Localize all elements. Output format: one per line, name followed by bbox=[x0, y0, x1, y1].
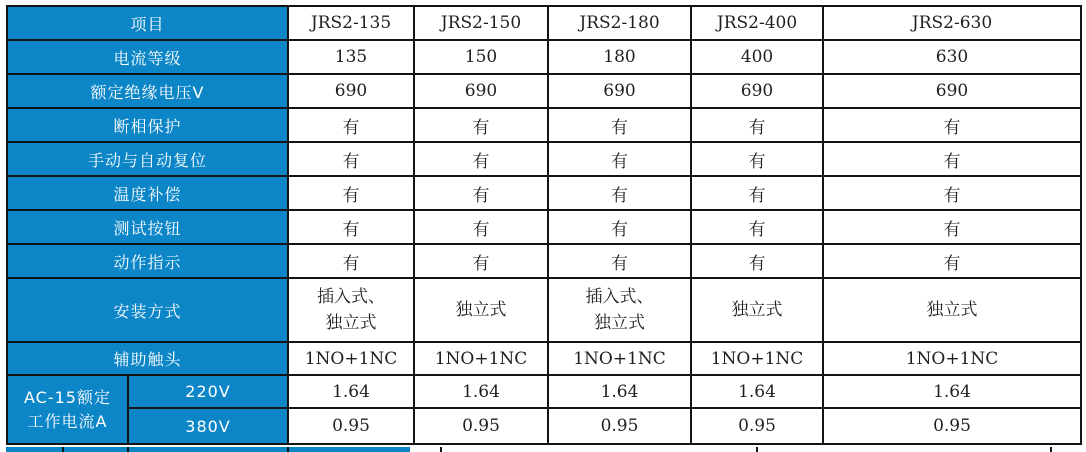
row-label: 辅助触头 bbox=[7, 342, 288, 375]
cell-value: 有 bbox=[288, 176, 414, 210]
cutoff-blue-cells bbox=[6, 447, 410, 452]
cell-value: 0.95 bbox=[548, 408, 691, 444]
cutoff-divider bbox=[287, 447, 289, 452]
mounting-line: 插入式、 bbox=[585, 287, 654, 307]
cell-value: 有 bbox=[691, 108, 823, 142]
mounting-line: 插入式、 bbox=[317, 287, 386, 307]
cell-value: 有 bbox=[548, 210, 691, 244]
cell-value: 有 bbox=[414, 142, 548, 176]
cell-value: 有 bbox=[548, 176, 691, 210]
cell-value: 150 bbox=[414, 40, 548, 74]
cell-value: 690 bbox=[414, 74, 548, 108]
row-label: 额定绝缘电压V bbox=[7, 74, 288, 108]
row-label: 手动与自动复位 bbox=[7, 142, 288, 176]
cell-value bbox=[823, 278, 1081, 342]
cell-value: 1.64 bbox=[288, 375, 414, 408]
cell-value: 有 bbox=[548, 108, 691, 142]
row-mounting-type bbox=[7, 278, 1081, 342]
cell-value: 180 bbox=[548, 40, 691, 74]
cell-value: 690 bbox=[823, 74, 1081, 108]
cell-value: 690 bbox=[288, 74, 414, 108]
cell-value: 0.95 bbox=[691, 408, 823, 444]
cell-value: 1.64 bbox=[823, 375, 1081, 408]
row-label: 电流等级 bbox=[7, 40, 288, 74]
row-manual-auto-reset bbox=[7, 142, 1081, 176]
cell-value: 有 bbox=[414, 176, 548, 210]
row-label: 安装方式 bbox=[7, 278, 288, 342]
cell-value: 1NO+1NC bbox=[823, 342, 1081, 375]
row-sublabel-380v: 380V bbox=[128, 408, 288, 444]
model-header: JRS2-135 bbox=[288, 6, 414, 40]
row-label: 断相保护 bbox=[7, 108, 288, 142]
cutoff-divider bbox=[440, 447, 442, 452]
jrs2-spec-table bbox=[6, 5, 1082, 445]
cell-value: 1.64 bbox=[414, 375, 548, 408]
model-header: JRS2-630 bbox=[823, 6, 1081, 40]
cell-value: 135 bbox=[288, 40, 414, 74]
cell-value: 有 bbox=[823, 210, 1081, 244]
cell-value: 1.64 bbox=[691, 375, 823, 408]
cell-value bbox=[288, 278, 414, 342]
mounting-line: 独立式 bbox=[926, 300, 978, 320]
cutoff-divider bbox=[1050, 447, 1052, 452]
cell-value: 1NO+1NC bbox=[414, 342, 548, 375]
cell-value bbox=[691, 278, 823, 342]
cell-value: 有 bbox=[548, 142, 691, 176]
row-ac15-380v bbox=[7, 408, 1081, 444]
row-temperature-compensation bbox=[7, 176, 1081, 210]
row-group-label-ac15 bbox=[7, 375, 128, 444]
cutoff-divider bbox=[62, 447, 64, 452]
cell-value: 有 bbox=[691, 142, 823, 176]
model-header: JRS2-180 bbox=[548, 6, 691, 40]
cell-value: 1.64 bbox=[548, 375, 691, 408]
cell-value: 有 bbox=[691, 176, 823, 210]
mounting-line: 独立式 bbox=[731, 300, 783, 320]
cell-value: 有 bbox=[414, 244, 548, 278]
cell-value: 有 bbox=[288, 142, 414, 176]
cell-value: 有 bbox=[823, 142, 1081, 176]
row-sublabel-220v: 220V bbox=[128, 375, 288, 408]
row-action-indicator bbox=[7, 244, 1081, 278]
cell-value: 1NO+1NC bbox=[548, 342, 691, 375]
model-header: JRS2-150 bbox=[414, 6, 548, 40]
cell-value: 有 bbox=[288, 244, 414, 278]
mounting-line: 独立式 bbox=[455, 300, 507, 320]
ac15-label-line: 工作电流A bbox=[27, 411, 108, 431]
cutoff-divider bbox=[756, 447, 758, 452]
row-test-button bbox=[7, 210, 1081, 244]
cutoff-next-row bbox=[0, 447, 1086, 452]
cell-value: 有 bbox=[691, 210, 823, 244]
row-header bbox=[7, 6, 1081, 40]
row-phase-failure-protection bbox=[7, 108, 1081, 142]
cell-value bbox=[414, 278, 548, 342]
cell-value: 630 bbox=[823, 40, 1081, 74]
cell-value: 有 bbox=[414, 108, 548, 142]
cell-value: 0.95 bbox=[288, 408, 414, 444]
row-ac15-220v bbox=[7, 375, 1081, 408]
row-current-rating bbox=[7, 40, 1081, 74]
cell-value: 有 bbox=[288, 210, 414, 244]
model-header: JRS2-400 bbox=[691, 6, 823, 40]
cell-value: 690 bbox=[691, 74, 823, 108]
row-label-item: 项目 bbox=[7, 6, 288, 40]
cell-value: 690 bbox=[548, 74, 691, 108]
cell-value: 0.95 bbox=[823, 408, 1081, 444]
cell-value: 有 bbox=[548, 244, 691, 278]
cell-value: 有 bbox=[823, 244, 1081, 278]
row-auxiliary-contact bbox=[7, 342, 1081, 375]
cell-value: 有 bbox=[823, 108, 1081, 142]
mounting-line: 独立式 bbox=[594, 313, 646, 333]
cell-value: 1NO+1NC bbox=[288, 342, 414, 375]
row-label: 动作指示 bbox=[7, 244, 288, 278]
row-label: 测试按钮 bbox=[7, 210, 288, 244]
cell-value: 有 bbox=[414, 210, 548, 244]
cell-value: 有 bbox=[691, 244, 823, 278]
cell-value: 有 bbox=[288, 108, 414, 142]
row-label: 温度补偿 bbox=[7, 176, 288, 210]
ac15-label-line: AC-15额定 bbox=[24, 387, 111, 407]
cell-value: 400 bbox=[691, 40, 823, 74]
cell-value: 1NO+1NC bbox=[691, 342, 823, 375]
cell-value bbox=[548, 278, 691, 342]
mounting-line: 独立式 bbox=[325, 313, 377, 333]
cell-value: 0.95 bbox=[414, 408, 548, 444]
cutoff-divider bbox=[127, 447, 129, 452]
row-insulation-voltage bbox=[7, 74, 1081, 108]
cell-value: 有 bbox=[823, 176, 1081, 210]
